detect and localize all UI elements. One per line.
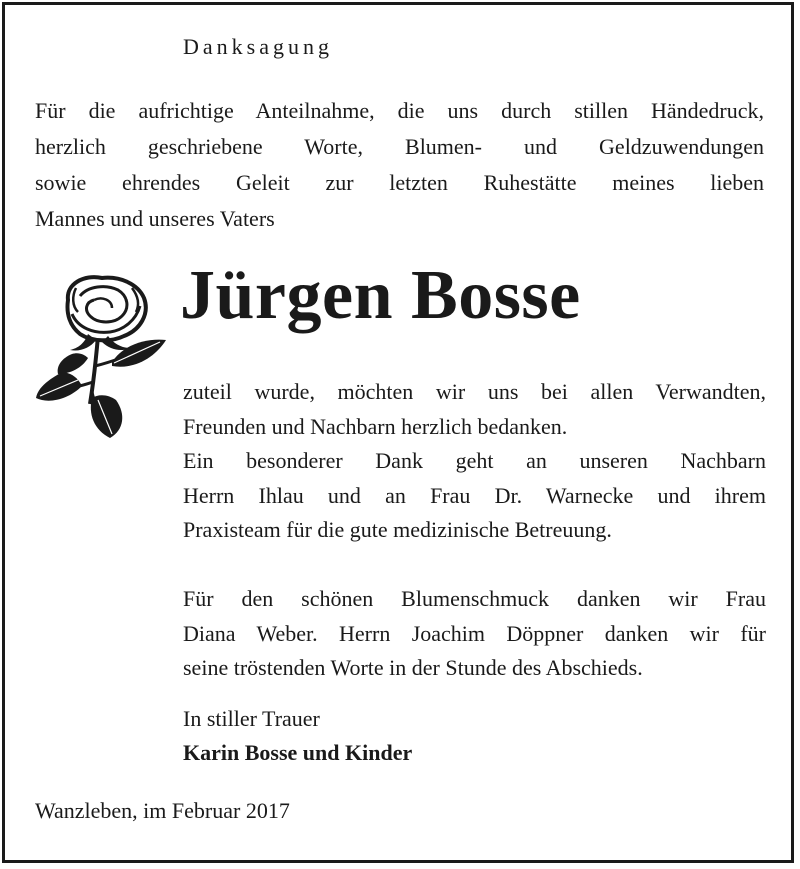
thanks-line: Freunden und Nachbarn herzlich bedanken. bbox=[183, 413, 568, 439]
intro-line: herzlich geschriebene Worte, Blumen- und Geldzuwendungen bbox=[35, 134, 764, 159]
intro-line: Mannes und unseres Vaters bbox=[35, 206, 275, 231]
flowers-line: Diana Weber. Herrn Joachim Döppner danken wir für bbox=[183, 620, 766, 646]
flowers-line: seine tröstenden Worte in der Stunde des Abschieds. bbox=[183, 655, 643, 680]
thanks-line: Praxisteam für die gute medizinische Betreuung. bbox=[183, 517, 612, 542]
mourning-label: In stiller Trauer bbox=[183, 706, 320, 731]
signoff bbox=[183, 702, 412, 770]
rose-icon bbox=[32, 274, 170, 440]
thanks-line: Ein besonderer Dank geht an unseren Nachbarn bbox=[183, 448, 766, 473]
intro-line: Für die aufrichtige Anteilnahme, die uns durch stillen Händedruck, bbox=[35, 98, 764, 123]
thanks-line: zuteil wurde, möchten wir uns bei allen Verwandten, bbox=[183, 379, 766, 404]
place-date: Wanzleben, im Februar 2017 bbox=[35, 798, 290, 823]
thanks-line: Herrn Ihlau und an Frau Dr. Warnecke und ihrem bbox=[183, 482, 766, 508]
intro-paragraph bbox=[35, 93, 764, 237]
deceased-name: Jürgen Bosse bbox=[180, 257, 581, 334]
notice-heading: Danksagung bbox=[183, 34, 333, 59]
intro-line: sowie ehrendes Geleit zur letzten Ruhestätte meines lieben bbox=[35, 170, 764, 195]
family-names: Karin Bosse und Kinder bbox=[183, 740, 413, 765]
paragraph-spacer bbox=[183, 548, 766, 583]
flowers-line: Für den schönen Blumenschmuck danken wir Frau bbox=[183, 586, 766, 611]
thanks-paragraph bbox=[183, 375, 766, 686]
